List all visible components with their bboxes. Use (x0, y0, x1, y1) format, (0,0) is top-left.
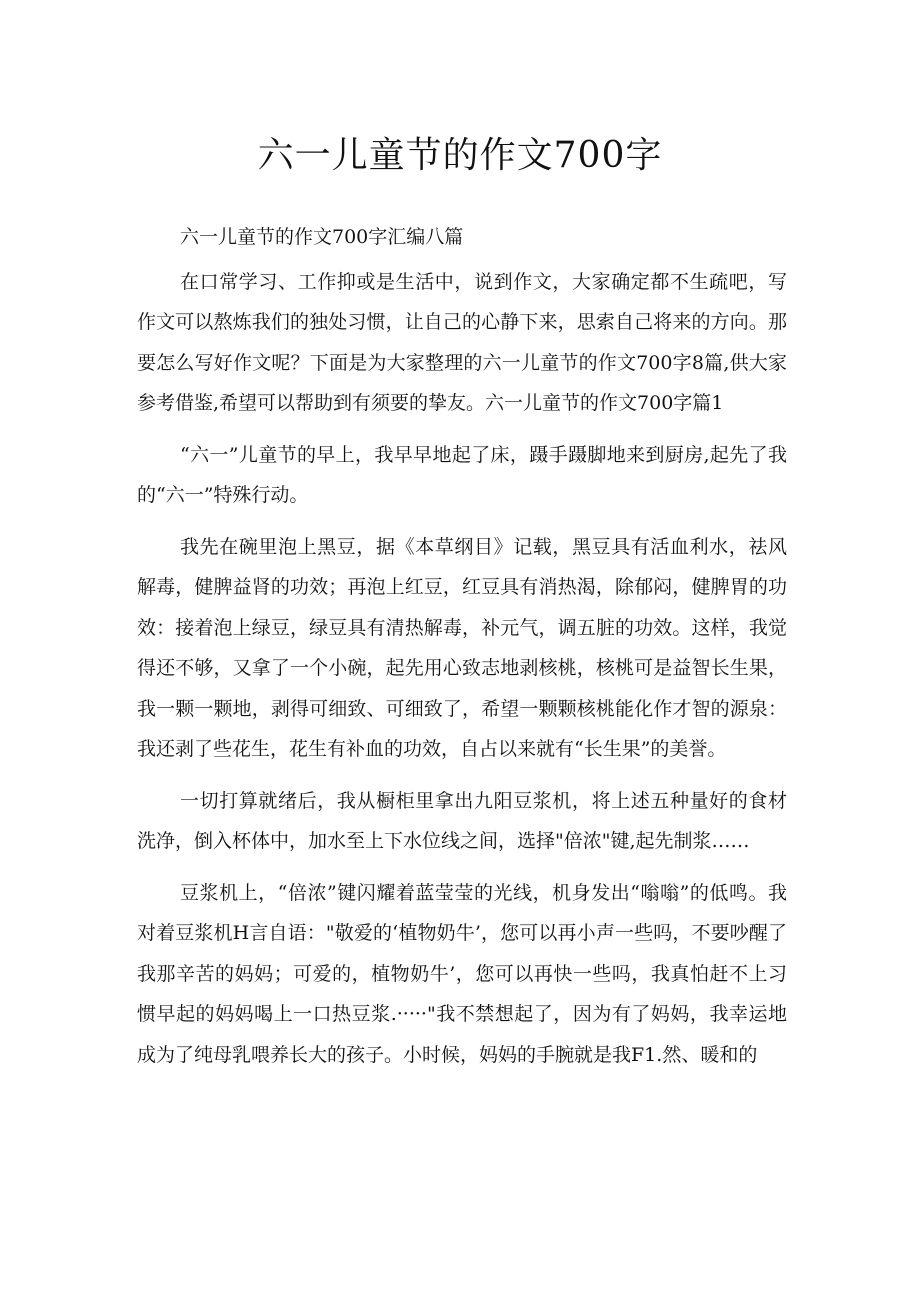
paragraph-beans: 我先在碗里泡上黑豆，据《本草纲目》记载，黑豆具有活血利水，祛风解毒，健脾益肾的功效；再泡上红豆，红豆具有消热渴，除郁闷，健脾胃的功效：接着泡上绿豆，绿豆具有清热解毒，补元气，调五脏的功效。这样，我觉得还不够，又拿了一个小碗，起先用心致志地剥核桃，核桃可是益智长生果，我一颗一颗地，剥得可细致、可细致了，希望一颗颗核桃能化作才智的源泉：我还剥了些花生，花生有补血的功效，自占以来就有“长生果”的美誉。 (137, 535, 787, 760)
paragraph-intro: 在口常学习、工作抑或是生活中，说到作文，大家确定都不生疏吧，写作文可以熬炼我们的独处习惯，让自己的心静下来，思索自己将来的方向。那要怎么写好作文呢？下面是为大家整理的六一儿童节的作文700字8篇,供大家参考借鉴,希望可以帮助到有须要的挚友。六一儿童节的作文700字篇1 (137, 270, 787, 414)
paragraph-preparation: 一切打算就绪后，我从橱柜里拿出九阳豆浆机，将上述五种量好的食材洗净，倒入杯体中，加水至上下水位线之间，选择"倍浓"键,起先制浆…… (137, 789, 787, 852)
document-body (137, 217, 787, 1086)
paragraph-soymilk-machine: 豆浆机上，“倍浓”键闪耀着蓝莹莹的光线，机身发出“嗡嗡”的低鸣。我对着豆浆机H言自语："敬爱的‘植物奶牛’，您可以再小声一些吗，不要吵醒了我那辛苦的妈妈；可爱的，植物奶牛’，您可以再快一些吗，我真怕赶不上习惯早起的妈妈喝上一口热豆浆.·····"我不禁想起了，因为有了妈妈，我幸运地成为了纯母乳喂养长大的孩子。小时候，妈妈的手腕就是我F1.然、暖和的 (137, 881, 787, 1066)
document-title: 六一儿童节的作文700字 (257, 135, 663, 176)
document-subtitle: 六一儿童节的作文700字汇编八篇 (180, 226, 464, 248)
paragraph-morning: “六一”儿童节的早上，我早早地起了床，蹑手蹑脚地来到厨房,起先了我的“六一”特殊行动。 (137, 443, 787, 506)
